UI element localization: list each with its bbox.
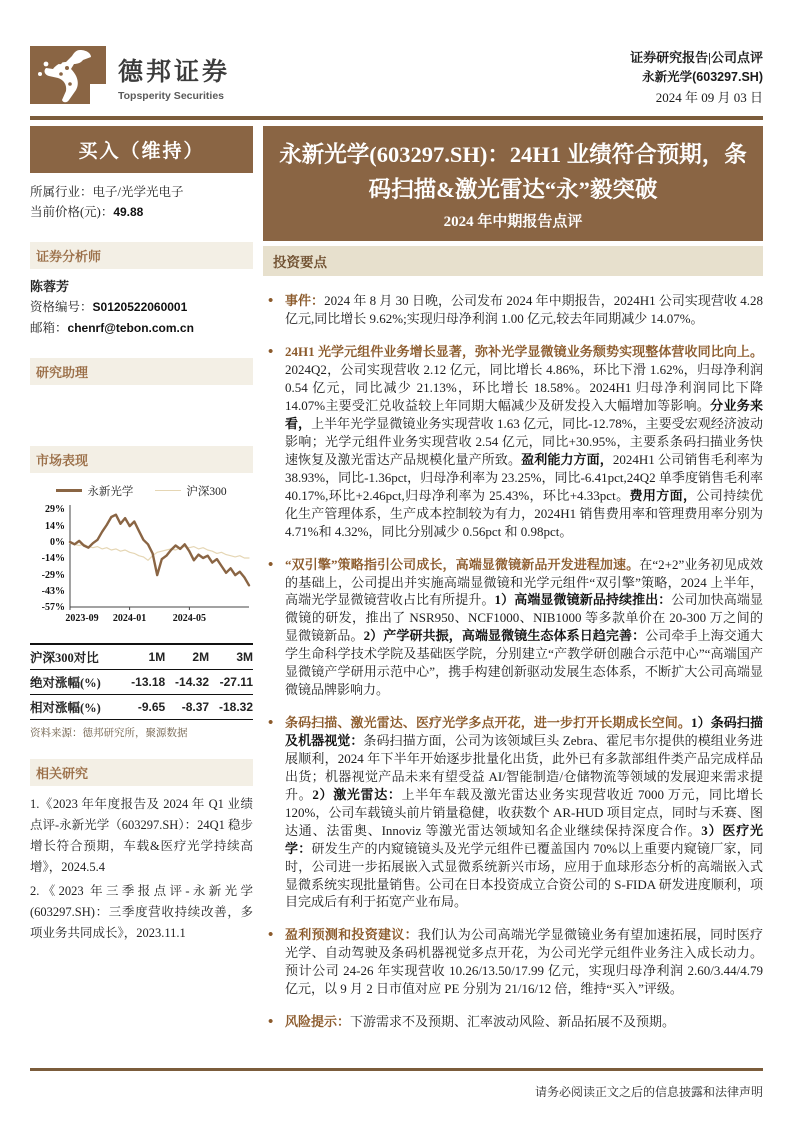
investment-point [263, 714, 763, 911]
analyst-name: 陈蓉芳 [30, 279, 70, 295]
brand-name-en: Topsperity Securities [118, 90, 225, 102]
email-label: 邮箱： [30, 320, 68, 335]
text-segment: 2024 年 8 月 30 日晚，公司发布 2024 年中期报告，2024H1 公司实现营收 4.28 亿元,同比增长 9.62%;实现归母净利润 1.00 亿元,较去年同期减少 14.07%。 [285, 293, 763, 327]
text-segment: “双引擎”策略指引公司成长，高端显微镜新品开发进程加速。 [285, 556, 640, 572]
brand-name-cn: 德邦证券 [118, 58, 231, 86]
report-type: 证券研究报告|公司点评 [630, 50, 763, 65]
table-header-cell: 2M [192, 649, 210, 664]
legend-label: 沪深300 [186, 485, 227, 498]
text-segment: 1）条码扫描及机器视觉： [285, 715, 763, 749]
text-segment: 费用方面， [629, 487, 697, 503]
table-cell: -13.18 [131, 674, 166, 689]
industry-label: 所属行业： [30, 184, 93, 199]
text-segment: 事件： [285, 293, 325, 309]
table-row [30, 669, 253, 694]
svg-text:-57%: -57% [41, 601, 65, 613]
leopard-logo-icon [30, 46, 106, 104]
text-segment: 1）高端显微镜新品持续推出： [494, 592, 672, 608]
page-footer [0, 1068, 793, 1100]
table-cell: -9.65 [137, 699, 166, 714]
text-segment: 公司加快高端显微镜的研发，推出了 NSR950、NCF1000、NIB1000 等多款单价在 20-300 万之间的显微镜新品。 [285, 592, 763, 644]
email-value: chenrf@tebon.com.cn [67, 320, 194, 335]
legend-swatch [56, 489, 82, 492]
svg-text:0%: 0% [50, 536, 65, 548]
text-segment: 条码扫描、激光雷达、医疗光学多点开花，进一步打开长期成长空间。 [285, 715, 691, 731]
main-column [263, 126, 763, 1046]
svg-text:29%: 29% [45, 503, 65, 515]
cert-value: S0120522060001 [92, 300, 188, 315]
footer-divider [30, 1068, 763, 1071]
table-cell: -27.11 [219, 674, 253, 689]
rating-badge: 买入（维持） [30, 126, 253, 173]
investment-point [263, 1013, 763, 1031]
performance-chart [30, 501, 253, 629]
table-header-cell: 1M [148, 649, 166, 664]
text-segment: 在“2+2”业务初见成效的基础上，公司提出并实施高端显微镜和光学元组件“双引擎”策略，2024 上半年，高端光学显微镜营收占比有所提升。 [285, 556, 763, 608]
table-cell: -8.37 [181, 699, 210, 714]
analyst-section-title: 证券分析师 [30, 242, 253, 269]
table-header-cell: 3M [236, 649, 253, 664]
table-cell: -14.32 [175, 674, 210, 689]
brand-block [30, 46, 230, 104]
investment-point [263, 292, 763, 328]
related-research-list [30, 794, 253, 945]
report-date: 2024 年 09 月 03 日 [655, 89, 763, 105]
svg-text:-43%: -43% [41, 585, 65, 597]
text-segment: 3）医疗光学： [285, 822, 763, 856]
header-divider [30, 116, 763, 120]
table-cell: 绝对涨幅(%) [30, 675, 101, 690]
text-segment: 盈利预测和投资建议： [285, 927, 418, 943]
legend-label: 永新光学 [87, 485, 134, 498]
text-segment: 我们认为公司高端光学显微镜业务有望加速拓展，同时医疗光学、自动驾驶及条码机器视觉多点开花，为公司光学元组件业务注入成长动力。预计公司 24-26 年实现营收 10.26/13.50/17.99 亿元，实现归母净利润 2.60/3.44/4.79 亿元，以 9 月 2 日市值对应 PE 分别为 21/16/12 倍，维持“买入”评级。 [285, 927, 763, 997]
table-cell: -18.32 [218, 699, 253, 714]
legend-item [155, 483, 226, 499]
data-source-note: 资料来源：德邦研究所，聚源数据 [30, 727, 188, 739]
text-segment: 公司牵手上海交通大学生命科学技术学院及基础医学院，分别建立“产教学研创融合示范中心”“高端国产显微镜产学研用示范中心”，携手构建创新驱动发展生态体系，不断扩大公司高端显微镜品牌影响力。 [285, 628, 763, 698]
investment-point [263, 926, 763, 998]
legend-item [56, 483, 133, 499]
industry-value: 电子/光学光电子 [92, 184, 184, 199]
market-section-title: 市场表现 [30, 446, 253, 473]
text-segment: 盈利能力方面， [521, 451, 613, 467]
text-segment: 研发生产的内窥镜镜头及光学元组件已覆盖国内 70%以上重要内窥镜厂家，同时，公司进一步拓展嵌入式显微系统新兴市场，应用于血球形态分析的高端嵌入式显微系统实现批量销售。公司在日本投资成立合资公司的 S-FIDA 研发进度顺利，项目完成后有利于拓宽产业布局。 [285, 840, 763, 910]
text-segment: 风险提示： [285, 1014, 351, 1030]
analyst-cert-row [30, 297, 253, 318]
sidebar [30, 126, 253, 1046]
price-label: 当前价格(元)： [30, 205, 114, 220]
text-segment: 公司持续优化生产管理体系，生产成本控制较为有力，2024H1 销售费用率和管理费用率分别为 4.71%和 4.32%，同比分别减少 0.56pct 和 0.98pct。 [285, 487, 763, 539]
legend-swatch [155, 490, 181, 491]
text-segment: 条码扫描方面，公司为该领域巨头 Zebra、霍尼韦尔提供的模组业务进展顺利，2024 年下半年开始逐步批量化出货，此外已有多款部组件类产品完成样品出货；机器视觉产品未来有望受益 AI/智能制造/仓储物流等领域的发展迎来需求提升。 [285, 733, 763, 802]
investment-point [263, 343, 763, 540]
price-value: 49.88 [113, 205, 144, 220]
header-meta [630, 46, 763, 108]
svg-text:-14%: -14% [41, 552, 65, 564]
cert-label: 资格编号： [30, 300, 93, 315]
table-header-row [30, 644, 253, 670]
text-segment: 2）激光雷达： [312, 786, 402, 802]
svg-text:14%: 14% [45, 520, 65, 532]
text-segment: 分业务来看， [285, 398, 763, 432]
assistant-empty-space [30, 385, 253, 427]
text-segment: 2）产学研共振，高端显微镜生态体系日趋完善： [363, 628, 646, 644]
investment-points-header: 投资要点 [263, 246, 763, 276]
svg-text:-29%: -29% [41, 569, 65, 581]
report-title: 永新光学(603297.SH)：24H1 业绩符合预期，条码扫描&激光雷达“永”毅突破 [279, 141, 747, 202]
related-section-title: 相关研究 [30, 759, 253, 786]
title-banner [263, 126, 763, 242]
table-cell: 相对涨幅(%) [30, 700, 101, 715]
investment-point [263, 556, 763, 700]
table-row [30, 694, 253, 719]
industry-row [30, 182, 253, 203]
comparison-table [30, 643, 253, 720]
stock-name: 永新光学(603297.SH) [642, 70, 763, 85]
svg-text:2023-09: 2023-09 [65, 612, 99, 624]
svg-text:2024-01: 2024-01 [112, 612, 147, 624]
related-research-item: 2.《2023 年三季报点评-永新光学(603297.SH)：三季度营收持续改善，多项业务共同成长》，2023.11.1 [30, 883, 253, 941]
price-row [30, 202, 253, 223]
svg-text:2024-05: 2024-05 [172, 612, 207, 624]
chart-legend [30, 483, 253, 499]
text-segment: 下游需求不及预期、汇率波动风险、新品拓展不及预期。 [350, 1014, 676, 1030]
report-subtitle: 2024 年中期报告点评 [443, 214, 583, 231]
text-segment: 上半年光学显微镜业务实现营收 1.63 亿元，同比-12.78%，主要受宏观经济波动影响；光学元组件业务实现营收 2.54 亿元，同比+30.95%，主要系条码扫描业务快速恢复及激光雷达产品规模化量产所致。 [285, 416, 763, 467]
text-segment: 上半年车载及激光雷达业务实现营收近 7000 万元，同比增长 120%，公司车载镜头前片销量稳健，收获数个 AR-HUD 项目定点，同时与禾赛、图达通、法雷奥、Innoviz 等激光雷达领域知名企业继续保持深度合作。 [285, 786, 763, 838]
text-segment: 2024H1 公司销售毛利率为 38.93%，同比-1.36pct，归母净利率为 23.25%，同比-6.41pct,24Q2 单季度销售毛利率 40.17%,环比+2.46pct,归母净利率为 25.43%，环比+4.33pct。 [285, 451, 763, 503]
table-header-cell: 沪深300对比 [30, 650, 99, 665]
related-research-item: 1.《2023 年年度报告及 2024 年 Q1 业绩点评-永新光学（603297.SH）：24Q1 稳步增长符合预期，车载&医疗光学持续高增》，2024.5.4 [30, 796, 253, 875]
assistant-section-title: 研究助理 [30, 358, 253, 385]
text-segment: 2024Q2，公司实现营收 2.12 亿元，同比增长 4.86%，环比下滑 1.62%，归母净利润 0.54 亿元，同比减少 21.13%，环比增长 18.58%。2024H1 归母净利润同比下降 14.07%主要受汇兑收益较上年同期大幅减少及研发投入大幅增加等影响。 [285, 362, 763, 414]
disclaimer-text: 请务必阅读正文之后的信息披露和法律声明 [534, 1085, 763, 1099]
text-segment: 24H1 光学元组件业务增长显著，弥补光学显微镜业务颓势实现整体营收同比向上。 [285, 344, 763, 360]
investment-points-list [263, 292, 763, 1031]
brand-text [118, 46, 230, 102]
analyst-email-row [30, 318, 253, 339]
report-header [30, 0, 763, 108]
